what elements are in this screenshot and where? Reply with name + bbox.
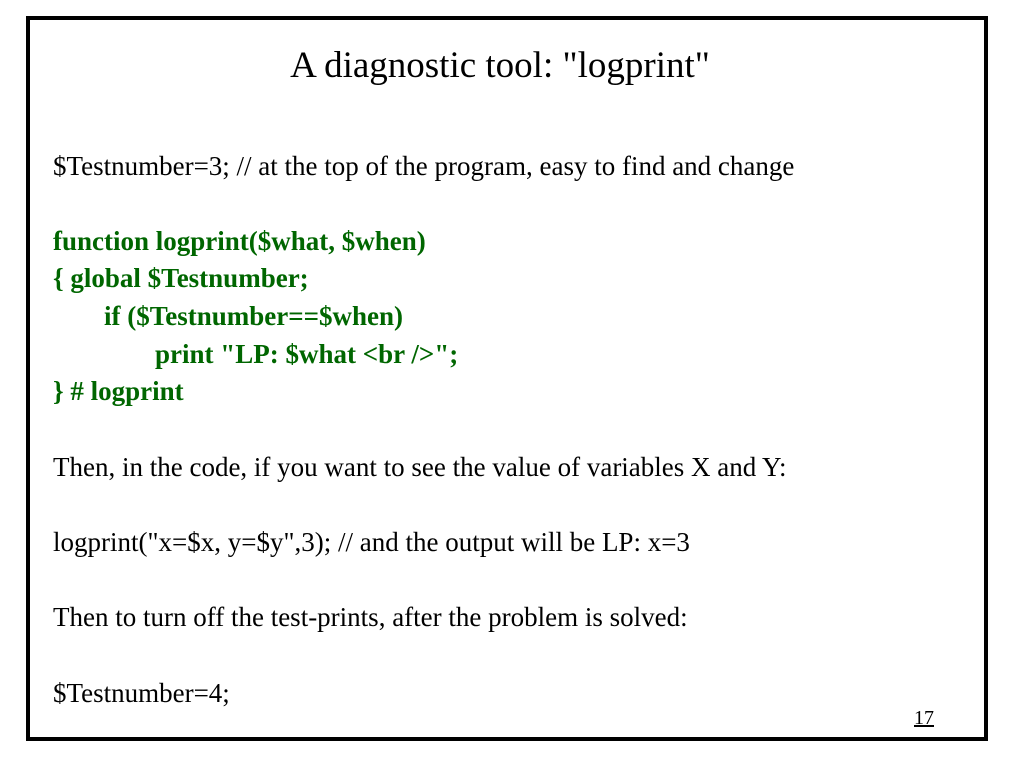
explain-line-2: Then to turn off the test-prints, after the problem is solved: — [53, 602, 688, 632]
slide-title: A diagnostic tool: "logprint" — [290, 45, 710, 86]
explain-line-1: Then, in the code, if you want to see the value of variables X and Y: — [53, 452, 787, 482]
code-line-function: function logprint($what, $when) — [53, 226, 426, 256]
code-line-global: { global $Testnumber; — [53, 263, 309, 293]
final-line: $Testnumber=4; — [53, 678, 230, 708]
intro-line: $Testnumber=3; // at the top of the program, easy to find and change — [53, 151, 795, 181]
page-number: 17 — [914, 707, 934, 729]
example-line: logprint("x=$x, y=$y",3); // and the output will be LP: x=3 — [53, 527, 690, 557]
code-line-print: print "LP: $what <br />"; — [155, 339, 459, 369]
code-line-close: } # logprint — [53, 376, 184, 406]
code-line-if: if ($Testnumber==$when) — [104, 301, 404, 331]
